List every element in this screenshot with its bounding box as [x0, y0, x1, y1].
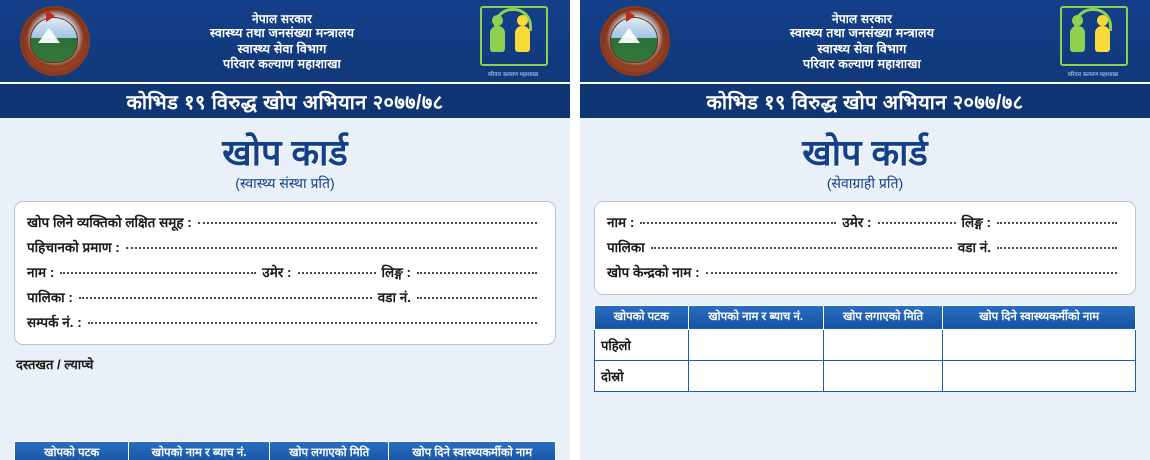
col-date: खोप लगाएको मिति — [269, 441, 389, 460]
dose-table-left — [14, 441, 556, 460]
cell-health-worker[interactable] — [943, 361, 1136, 392]
palika-input-line[interactable] — [651, 246, 952, 249]
table-header-row — [15, 441, 556, 460]
field-target-group — [27, 210, 543, 235]
field-label-age: उमेर : — [842, 215, 872, 231]
field-input-line[interactable] — [706, 271, 1117, 274]
dose-label-first: पहिलो — [595, 330, 689, 361]
card-body-left — [0, 118, 570, 460]
table-row — [595, 330, 1136, 361]
age-input-line[interactable] — [298, 271, 376, 274]
name-input-line[interactable] — [640, 221, 836, 224]
signature-label-left: दस्तखत / ल्याप्चे — [16, 356, 94, 372]
sex-input-line[interactable] — [417, 271, 537, 274]
card-header-left — [0, 0, 570, 118]
fw-logo-caption: परिवार कल्याण महाशाखा — [1067, 72, 1119, 78]
field-label-age: उमेर : — [262, 265, 292, 281]
fields-box-right — [594, 201, 1136, 295]
field-input-line[interactable] — [88, 321, 537, 324]
field-label-ward: वडा नं. — [377, 290, 411, 306]
card-recipient-copy — [580, 0, 1150, 460]
field-label: पहिचानको प्रमाण : — [27, 240, 120, 256]
gov-line-2: स्वास्थ्य तथा जनसंख्या मन्त्रालय — [789, 26, 935, 41]
field-name-age-sex — [607, 210, 1123, 235]
cell-vaccine-batch[interactable] — [688, 361, 823, 392]
gov-line-3: स्वास्थ्य सेवा विभाग — [817, 41, 907, 56]
cell-health-worker[interactable] — [943, 330, 1136, 361]
card-subtitle-right: (सेवाग्राही प्रति) — [826, 174, 904, 191]
campaign-banner-left: कोभिड १९ विरुद्ध खोप अभियान २०७७/७८ — [0, 82, 570, 118]
field-input-line[interactable] — [198, 221, 537, 224]
field-label: खोप लिने व्यक्तिको लक्षित समूह : — [27, 215, 192, 231]
cell-date[interactable] — [823, 330, 943, 361]
col-vaccine-batch: खोपको नाम र ब्याच नं. — [688, 305, 823, 329]
nepal-emblem-icon — [16, 4, 90, 78]
field-name-age-sex — [27, 260, 543, 285]
fields-box-left — [14, 201, 556, 345]
government-lines-right — [670, 10, 1054, 72]
palika-input-line[interactable] — [79, 296, 372, 299]
gov-line-4: परिवार कल्याण महाशाखा — [803, 56, 921, 71]
government-lines-left — [90, 10, 474, 72]
table-row — [595, 361, 1136, 392]
sex-input-line[interactable] — [997, 221, 1117, 224]
ward-input-line[interactable] — [417, 296, 537, 299]
field-contact-number — [27, 310, 543, 335]
field-label: पालिका : — [27, 290, 73, 306]
field-label: नाम : — [27, 265, 55, 281]
family-welfare-logo-icon — [1054, 4, 1132, 78]
dose-label-second: दोस्रो — [595, 361, 689, 392]
header-top-left — [0, 0, 570, 82]
field-label: पालिका — [607, 240, 645, 256]
field-palika-ward — [607, 235, 1123, 260]
card-title-left: खोप कार्ड — [222, 132, 348, 173]
vaccination-table-right — [594, 305, 1136, 392]
field-label-sex: लिङ्ग : — [381, 265, 411, 281]
name-input-line[interactable] — [60, 271, 256, 274]
cell-date[interactable] — [823, 361, 943, 392]
col-dose-number: खोपको पटक — [15, 441, 129, 460]
field-identity-proof — [27, 235, 543, 260]
field-label: नाम : — [607, 215, 635, 231]
gov-line-2: स्वास्थ्य तथा जनसंख्या मन्त्रालय — [209, 26, 355, 41]
gov-line-1: नेपाल सरकार — [832, 11, 892, 26]
vaccination-table-left — [14, 441, 556, 460]
nepal-emblem-icon — [596, 4, 670, 78]
field-vaccination-center — [607, 260, 1123, 285]
field-label-ward: वडा नं. — [957, 240, 991, 256]
dose-table-right — [594, 305, 1136, 392]
campaign-banner-right: कोभिड १९ विरुद्ध खोप अभियान २०७७/७८ — [580, 82, 1150, 118]
header-top-right — [580, 0, 1150, 82]
ward-input-line[interactable] — [997, 246, 1117, 249]
card-body-right — [580, 118, 1150, 460]
col-dose-number: खोपको पटक — [595, 305, 689, 329]
cell-vaccine-batch[interactable] — [688, 330, 823, 361]
fw-logo-caption: परिवार कल्याण महाशाखा — [487, 72, 539, 78]
col-date: खोप लगाएको मिति — [823, 305, 943, 329]
col-vaccine-batch: खोपको नाम र ब्याच नं. — [129, 441, 269, 460]
field-label: खोप केन्द्रको नाम : — [607, 265, 700, 281]
gov-line-1: नेपाल सरकार — [252, 11, 312, 26]
age-input-line[interactable] — [878, 221, 956, 224]
field-input-line[interactable] — [126, 246, 537, 249]
field-label: सम्पर्क नं. : — [27, 315, 82, 331]
card-header-right — [580, 0, 1150, 118]
family-welfare-logo-icon — [474, 4, 552, 78]
card-health-institution-copy — [0, 0, 573, 460]
field-palika-ward — [27, 285, 543, 310]
card-title-right: खोप कार्ड — [802, 132, 928, 173]
col-health-worker: खोप दिने स्वास्थ्यकर्मीको नाम — [389, 441, 556, 460]
field-label-sex: लिङ्ग : — [961, 215, 991, 231]
col-health-worker: खोप दिने स्वास्थ्यकर्मीको नाम — [943, 305, 1136, 329]
gov-line-4: परिवार कल्याण महाशाखा — [223, 56, 341, 71]
table-header-row — [595, 305, 1136, 329]
card-subtitle-left: (स्वास्थ्य संस्था प्रति) — [235, 174, 335, 191]
gov-line-3: स्वास्थ्य सेवा विभाग — [237, 41, 327, 56]
